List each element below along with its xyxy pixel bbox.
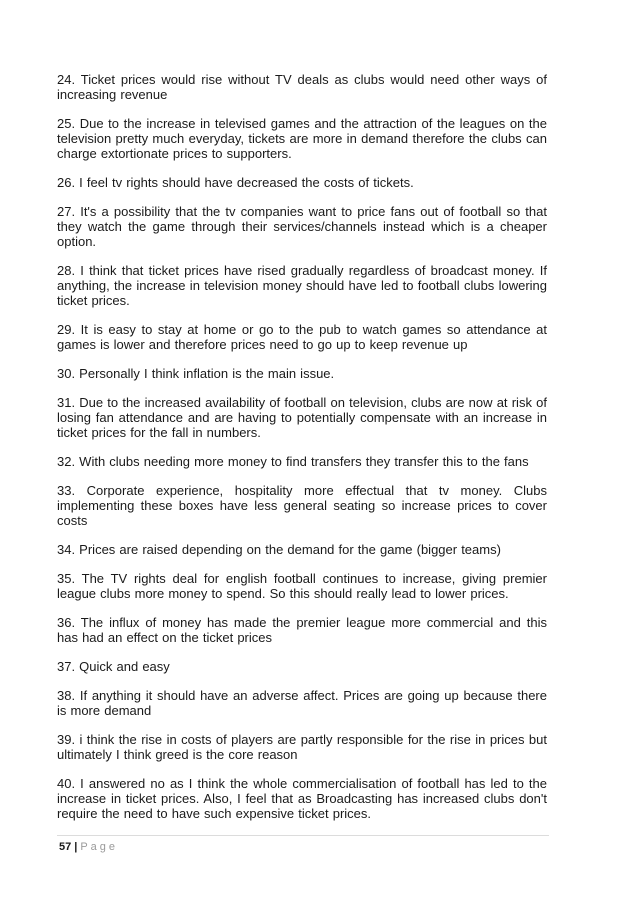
response-26: 26. I feel tv rights should have decreased the costs of tickets. [57,175,414,190]
response-36: 36. The influx of money has made the premier league more commercial and this has had an effect on the ticket prices [57,615,547,645]
footer-separator: | [74,841,78,853]
page-number: 57 [59,841,72,853]
response-list [57,72,547,835]
response-40: 40. I answered no as I think the whole commercialisation of football has led to the increase in ticket prices. Also, I feel that as Broadcasting has increased clubs don't require the need to have such expensive ticket prices. [57,776,547,821]
response-33: 33. Corporate experience, hospitality more effectual that tv money. Clubs implementing these boxes have less general seating so increase prices to cover costs [57,483,547,528]
response-37: 37. Quick and easy [57,659,170,674]
page-footer [59,840,118,854]
page-label: Page [80,841,119,853]
response-34: 34. Prices are raised depending on the demand for the game (bigger teams) [57,542,501,557]
response-27: 27. It's a possibility that the tv companies want to price fans out of football so that they watch the game through their services/channels instead which is a cheaper option. [57,204,547,249]
response-31: 31. Due to the increased availability of football on television, clubs are now at risk of losing fan attendance and are having to potentially compensate with an increase in ticket prices for the fall in numbers. [57,395,547,440]
response-32: 32. With clubs needing more money to find transfers they transfer this to the fans [57,454,529,469]
response-38: 38. If anything it should have an adverse affect. Prices are going up because there is more demand [57,688,547,718]
footer-divider [57,835,549,836]
response-24: 24. Ticket prices would rise without TV deals as clubs would need other ways of increasing revenue [57,72,547,102]
response-39: 39. i think the rise in costs of players are partly responsible for the rise in prices but ultimately I think greed is the core reason [57,732,547,762]
response-35: 35. The TV rights deal for english football continues to increase, giving premier league clubs more money to spend. So this should really lead to lower prices. [57,571,547,601]
response-28: 28. I think that ticket prices have rised gradually regardless of broadcast money. If anything, the increase in television money should have led to football clubs lowering ticket prices. [57,263,547,308]
response-29: 29. It is easy to stay at home or go to the pub to watch games so attendance at games is lower and therefore prices need to go up to keep revenue up [57,322,547,352]
response-30: 30. Personally I think inflation is the main issue. [57,366,335,381]
response-25: 25. Due to the increase in televised games and the attraction of the leagues on the television pretty much everyday, tickets are more in demand therefore the clubs can charge extortionate prices to supporters. [57,116,547,161]
